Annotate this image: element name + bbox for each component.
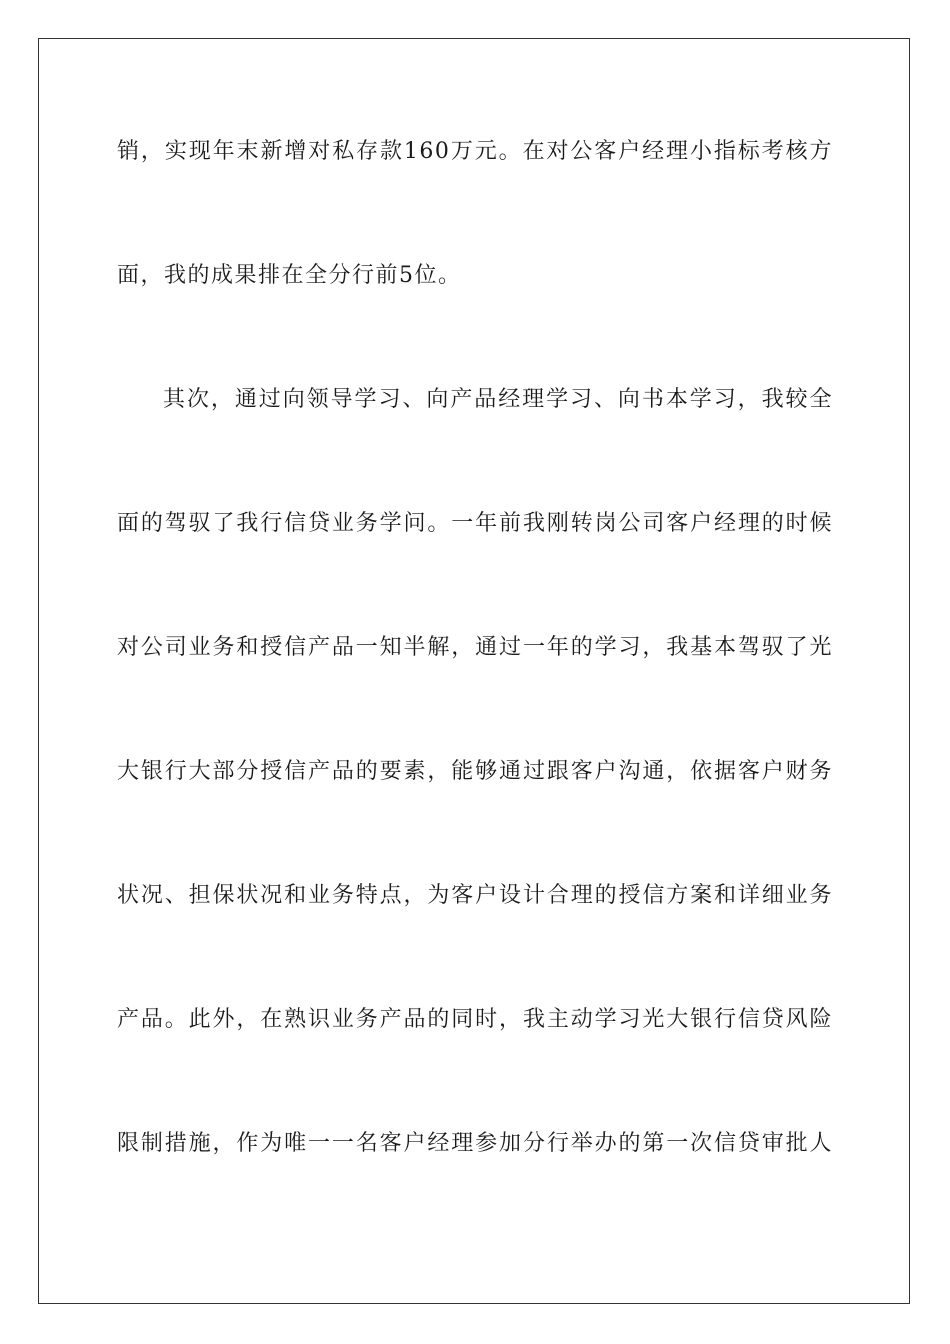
text-line-5: 对公司业务和授信产品一知半解，通过一年的学习，我基本驾驭了光	[117, 635, 833, 660]
text-line-2: 面，我的成果排在全分行前5位。	[117, 263, 462, 288]
text-line-6: 大银行大部分授信产品的要素，能够通过跟客户沟通，依据客户财务	[117, 759, 833, 784]
text-line-8: 产品。此外，在熟识业务产品的同时，我主动学习光大银行信贷风险	[117, 1007, 833, 1032]
page-frame	[38, 38, 910, 1304]
text-line-9: 限制措施，作为唯一一名客户经理参加分行举办的第一次信贷审批人	[117, 1131, 833, 1156]
text-line-7: 状况、担保状况和业务特点，为客户设计合理的授信方案和详细业务	[117, 883, 833, 908]
text-line-3: 其次，通过向领导学习、向产品经理学习、向书本学习，我较全	[163, 387, 833, 412]
text-line-1: 销，实现年末新增对私存款160万元。在对公客户经理小指标考核方	[117, 139, 833, 164]
text-line-4: 面的驾驭了我行信贷业务学问。一年前我刚转岗公司客户经理的时候	[117, 511, 833, 536]
